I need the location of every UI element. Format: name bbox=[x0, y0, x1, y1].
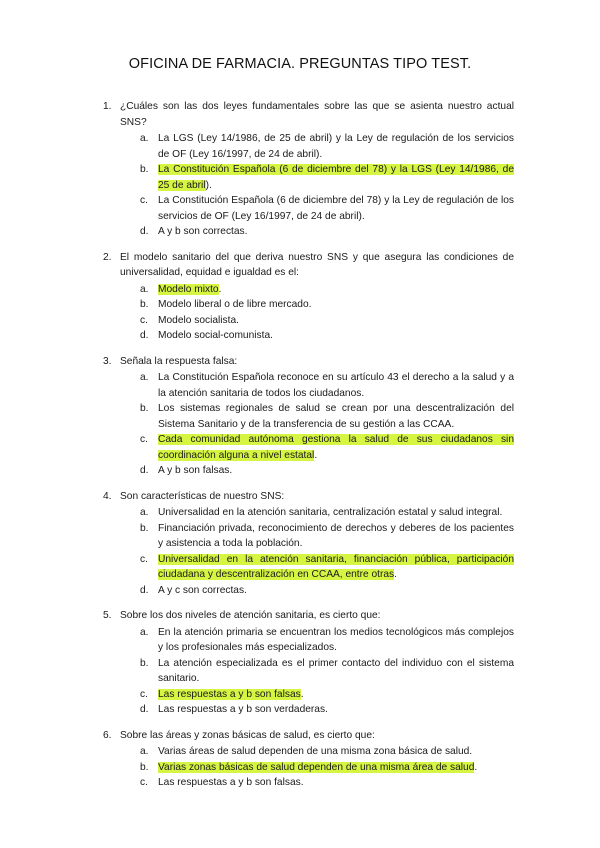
question-item bbox=[0, 99, 600, 240]
option-suffix: . bbox=[314, 449, 318, 461]
question-item bbox=[0, 354, 600, 479]
answer-option-correct bbox=[0, 282, 600, 298]
question-text: El modelo sanitario del que deriva nuestro SNS y que asegura las condiciones de universalidad, equidad e igualdad es el: bbox=[120, 251, 514, 278]
option-letter: a. bbox=[140, 372, 149, 383]
option-suffix: . bbox=[218, 283, 222, 295]
option-letter: b. bbox=[140, 761, 149, 773]
option-text: Universalidad en la atención sanitaria, centralización estatal y salud integral. bbox=[158, 507, 503, 518]
option-text: A y b son correctas. bbox=[158, 226, 248, 237]
highlighted-answer-text: Modelo mixto bbox=[158, 283, 219, 295]
question-number: 6. bbox=[103, 729, 112, 741]
option-text: Modelo socialista. bbox=[158, 314, 239, 326]
answer-option bbox=[0, 521, 600, 552]
highlighted-answer-text: Las respuestas a y b son falsas bbox=[158, 688, 301, 700]
answer-option bbox=[0, 744, 600, 760]
question-text: Señala la respuesta falsa: bbox=[120, 355, 238, 367]
answer-options bbox=[0, 370, 600, 479]
answer-options bbox=[0, 505, 600, 598]
option-letter: d. bbox=[140, 584, 149, 596]
answer-option bbox=[0, 702, 600, 718]
option-text: Varias áreas de salud dependen de una misma zona básica de salud. bbox=[158, 746, 473, 757]
question-item bbox=[0, 250, 600, 344]
answer-option-correct bbox=[0, 162, 600, 193]
answer-option-correct bbox=[0, 552, 600, 583]
option-text: Modelo social-comunista. bbox=[158, 330, 273, 341]
option-letter: c. bbox=[140, 777, 148, 788]
option-suffix: . bbox=[474, 761, 478, 773]
question-header bbox=[0, 99, 600, 130]
answer-option bbox=[0, 370, 600, 401]
option-text: La LGS (Ley 14/1986, de 25 de abril) y la Ley de regulación de los servicios de OF (Ley 16/1997, de 24 de abril). bbox=[158, 133, 514, 160]
option-letter: b. bbox=[140, 299, 149, 310]
answer-options bbox=[0, 282, 600, 344]
option-letter: a. bbox=[140, 133, 149, 144]
option-letter: a. bbox=[140, 626, 149, 638]
option-text: Las respuestas a y b son verdaderas. bbox=[158, 704, 328, 715]
option-text: Financiación privada, reconocimiento de derechos y deberes de los pacientes y asistencia a toda la población. bbox=[158, 522, 514, 549]
answer-options bbox=[0, 625, 600, 718]
option-letter: b. bbox=[140, 403, 149, 414]
option-text: Los sistemas regionales de salud se crean por una descentralización del Sistema Sanitario y de la transferencia de su gestión a las CCAA. bbox=[158, 403, 514, 430]
question-number: 4. bbox=[103, 490, 112, 502]
answer-option bbox=[0, 505, 600, 521]
question-text: Son características de nuestro SNS: bbox=[120, 490, 285, 502]
option-suffix: ). bbox=[205, 179, 212, 191]
option-letter: c. bbox=[140, 195, 148, 206]
option-suffix: . bbox=[394, 569, 397, 580]
question-item bbox=[0, 489, 600, 599]
highlighted-answer-text: Universalidad en la atención sanitaria, financiación pública, participación ciudadana y descentralización en CCAA, entre otras bbox=[158, 553, 514, 580]
option-text: A y b son falsas. bbox=[158, 465, 233, 476]
question-number: 1. bbox=[103, 101, 112, 112]
answer-option bbox=[0, 463, 600, 479]
highlighted-answer-text: Varias zonas básicas de salud dependen de una misma área de salud bbox=[158, 761, 475, 773]
question-text: ¿Cuáles son las dos leyes fundamentales sobre las que se asienta nuestro actual SNS? bbox=[120, 101, 514, 128]
option-letter: a. bbox=[140, 283, 149, 295]
answer-option bbox=[0, 583, 600, 599]
option-letter: c. bbox=[140, 314, 148, 326]
option-text: La Constitución Española (6 de diciembre del 78) y la Ley de regulación de los servicios de OF (Ley 16/1997, de 24 de abril). bbox=[158, 195, 514, 222]
answer-option-correct bbox=[0, 760, 600, 776]
question-header bbox=[0, 728, 600, 744]
option-text: A y c son correctas. bbox=[158, 584, 247, 596]
answer-option bbox=[0, 775, 600, 791]
question-number: 3. bbox=[103, 355, 112, 367]
question-text: Sobre las áreas y zonas básicas de salud, es cierto que: bbox=[120, 729, 375, 741]
answer-options bbox=[0, 131, 600, 240]
question-number: 5. bbox=[103, 610, 112, 621]
question-header bbox=[0, 354, 600, 370]
option-text: En la atención primaria se encuentran los medios tecnológicos más complejos y los profesionales más especializados. bbox=[158, 626, 514, 653]
answer-option-correct bbox=[0, 687, 600, 703]
option-letter: b. bbox=[140, 164, 149, 175]
option-letter: d. bbox=[140, 330, 149, 341]
option-letter: b. bbox=[140, 657, 149, 669]
option-letter: b. bbox=[140, 522, 149, 534]
question-item bbox=[0, 608, 600, 718]
page-title: OFICINA DE FARMACIA. PREGUNTAS TIPO TEST. bbox=[128, 56, 472, 72]
option-letter: c. bbox=[140, 553, 148, 565]
option-letter: a. bbox=[140, 746, 149, 757]
option-text: Modelo liberal o de libre mercado. bbox=[158, 299, 312, 310]
highlighted-answer-text: Cada comunidad autónoma gestiona la salud de sus ciudadanos sin coordinación alguna a nivel estatal bbox=[158, 434, 514, 461]
answer-option-correct bbox=[0, 432, 600, 463]
answer-option bbox=[0, 224, 600, 240]
answer-option bbox=[0, 328, 600, 344]
answer-option bbox=[0, 401, 600, 432]
question-header bbox=[0, 250, 600, 281]
answer-option bbox=[0, 625, 600, 656]
option-letter: d. bbox=[140, 226, 149, 237]
question-item bbox=[0, 728, 600, 791]
option-text: Las respuestas a y b son falsas. bbox=[158, 777, 304, 788]
answer-options bbox=[0, 744, 600, 791]
question-list bbox=[0, 99, 600, 801]
option-text: La Constitución Española reconoce en su artículo 43 el derecho a la salud y a la atención sanitaria de todos los ciudadanos. bbox=[158, 372, 514, 399]
option-letter: d. bbox=[140, 704, 149, 715]
option-letter: c. bbox=[140, 688, 148, 700]
answer-option bbox=[0, 131, 600, 162]
option-letter: a. bbox=[140, 507, 149, 518]
answer-option bbox=[0, 193, 600, 224]
option-letter: d. bbox=[140, 465, 149, 476]
highlighted-answer-text: La Constitución Española (6 de diciembre del 78) y la LGS (Ley 14/1986, de 25 de abril bbox=[158, 164, 514, 191]
answer-option bbox=[0, 656, 600, 687]
question-number: 2. bbox=[103, 251, 112, 263]
answer-option bbox=[0, 297, 600, 313]
option-letter: c. bbox=[140, 434, 148, 445]
question-header bbox=[0, 489, 600, 505]
question-text: Sobre los dos niveles de atención sanitaria, es cierto que: bbox=[120, 610, 381, 621]
question-header bbox=[0, 608, 600, 624]
option-suffix: . bbox=[300, 688, 304, 700]
option-text: La atención especializada es el primer contacto del individuo con el sistema sanitario. bbox=[158, 657, 514, 684]
answer-option bbox=[0, 313, 600, 329]
